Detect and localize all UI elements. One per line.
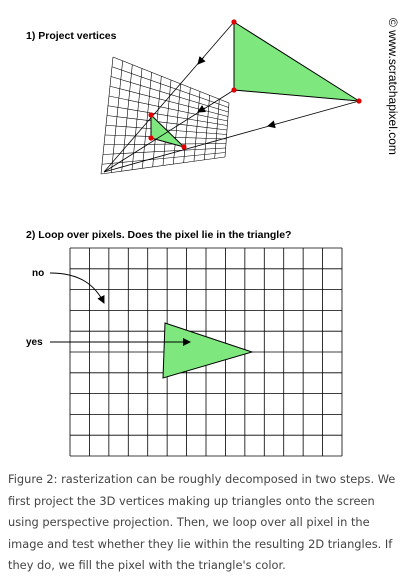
- step2-title: 2) Loop over pixels. Does the pixel lie in the triangle?: [26, 229, 292, 241]
- watermark-text: © www.scratchapixel.com: [386, 18, 400, 155]
- label-yes: yes: [26, 337, 43, 348]
- step1-title: 1) Project vertices: [26, 30, 117, 42]
- screen-grid-line: [101, 157, 225, 174]
- no-arrow: [50, 273, 104, 303]
- world-triangle: [234, 22, 359, 101]
- figure-caption: Figure 2: rasterization can be roughly decomposed in two steps. We first project the 3D vertices making up triangles onto the screen using perspective projection. Then, we loop over all pixel in the image and test whether they lie within the resulting 2D triangles. If they do, we fill the pixel with the triangle's color.: [8, 472, 396, 572]
- label-no: no: [32, 268, 45, 279]
- screen-grid-line: [102, 153, 225, 165]
- projection-screen-grid: [101, 57, 229, 174]
